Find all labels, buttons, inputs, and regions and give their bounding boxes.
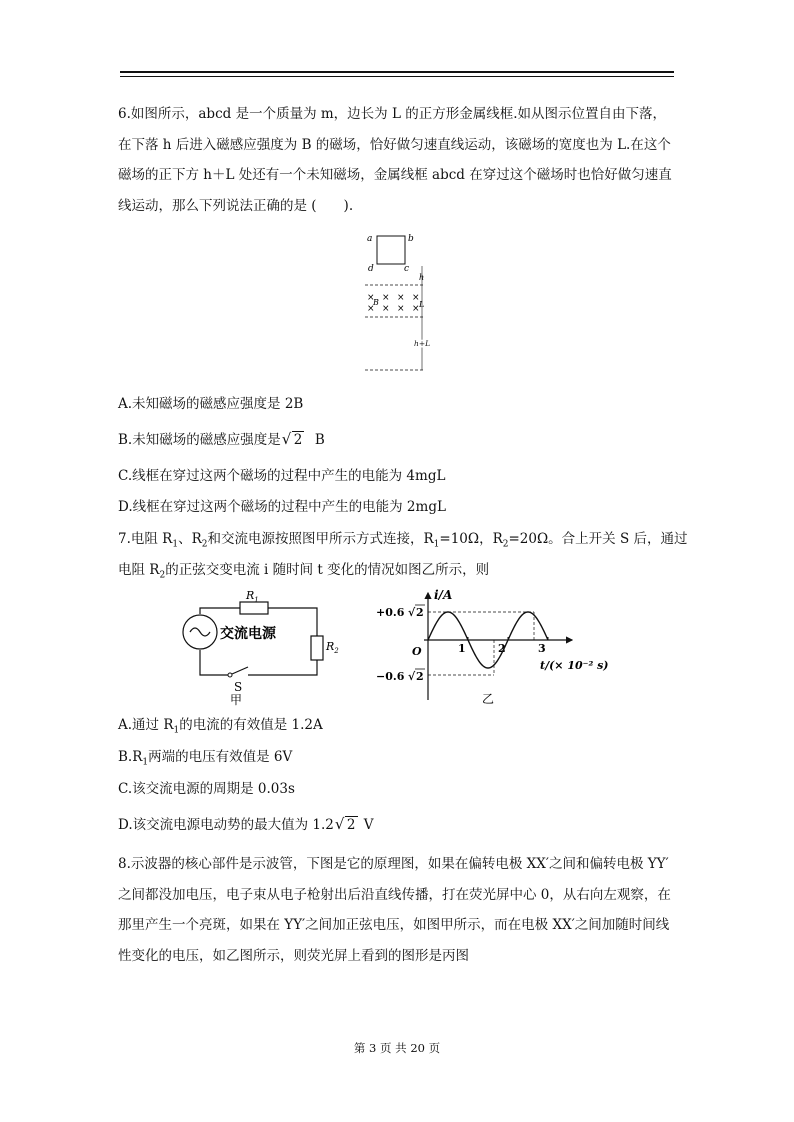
svg-text:×: × [382,293,390,303]
question-7-line-2: 电阻 $R_2$的正弦交变电流 i 随时间 t 变化的情况如图乙所示，则 [118,562,490,581]
circuit-caption: 甲 [230,693,243,706]
header-rule-thin [120,76,674,77]
q6-option-a: A.未知磁场的磁感应强度是 2B [118,396,304,412]
y-tick-bottom [376,669,425,683]
label-d: d [368,264,374,274]
q6-option-d: D.线框在穿过这两个磁场的过程中产生的电能为 2mgL [118,499,446,515]
svg-text:√: √ [408,606,416,619]
q6-figure [362,230,440,375]
q7-option-a: A.通过 $R_1$的电流的有效值是 1.2A [118,717,323,736]
r2-label: $R_2$ [326,640,339,655]
q6-option-c: C.线框在穿过这两个磁场的过程中产生的电能为 4mgL [118,468,446,484]
svg-text:×: × [397,304,405,314]
resistor-r2 [311,636,323,660]
switch-contact [228,673,232,677]
svg-text:×: × [412,293,420,303]
svg-text:×: × [367,304,375,314]
label-b: b [408,234,414,244]
x-tick-label: 2 [498,642,506,655]
graph-caption: 乙 [482,692,495,706]
label-a: a [367,234,373,244]
header-rule-thick [120,71,674,73]
q6-option-b: B.未知磁场的磁感应强度是√ 2 B [118,430,325,450]
x-tick-label: 3 [538,642,546,655]
q7-option-b: $B.R_1$两端的电压有效值是 6V [118,749,293,768]
label-B: B [373,298,379,307]
q7-option-d: D.该交流电源电动势的最大值为 1.2√ 2 V [118,815,374,835]
r1-label: $R_1$ [246,589,259,604]
svg-text:×: × [367,293,375,303]
x-tick-label: 1 [458,642,466,655]
svg-text:+0.6: +0.6 [376,606,405,619]
wire-frame-square [377,236,405,264]
q7-option-c: C.该交流电源的周期是 0.03s [118,781,295,797]
label-c: c [404,264,410,274]
svg-text:×: × [382,304,390,314]
label-h: h [419,273,425,282]
switch-label: S [234,680,243,694]
label-L: L [419,300,425,309]
svg-text:2: 2 [416,606,424,619]
page-footer: 第 3 页 共 20 页 [353,1041,441,1055]
question-8-text: 8.示波器的核心部件是示波管，下图是它的原理图，如果在偏转电极 XX′之间和偏转电极 YY′之间都没加电压，电子束从电子枪射出后沿直线传播，打在荧光屏中心 0，从右向左观察，在那里产生一个亮斑，如果在 YY′之间加正弦电压，如图甲所示，而在电极 XX′之间加随时间线性变化的电压，如乙图所示，则荧光屏上看到的图形是丙图 [118,856,671,964]
x-axis-label: t/(× 10⁻² s) [540,659,609,672]
ac-source-label: 交流电源 [220,626,276,642]
svg-text:×: × [397,293,405,303]
question-6-text: 6.如图所示，abcd 是一个质量为 m，边长为 L 的正方形金属线框.如从图示位置自由下落，在下落 h 后进入磁感应强度为 B 的磁场，恰好做匀速直线运动，该磁场的宽度也为 L.在这个磁场的正下方 h＋L 处还有一个未知磁场，金属线框 abcd 在穿过这个磁场时也恰好做匀速直线运动，那么下列说法正确的是 ( ). [118,106,672,214]
svg-text:2: 2 [416,670,424,683]
origin-label: O [412,645,422,658]
circuit-diagram [180,588,340,706]
current-time-graph [372,585,622,710]
svg-text:−0.6: −0.6 [376,670,405,683]
question-7-line-1: 7.电阻 $R_1$、$R_2$和交流电源按照图甲所示方式连接，$R_1=10\Omega$，$R_2=20\Omega$。合上开关 S 后，通过 [118,531,688,550]
switch-blade [232,667,248,674]
svg-text:×: × [412,304,420,314]
label-h-plus-L: h+L [414,339,431,348]
y-tick-top [376,605,425,619]
svg-text:√: √ [408,670,416,683]
y-axis-label: i/A [434,588,453,602]
